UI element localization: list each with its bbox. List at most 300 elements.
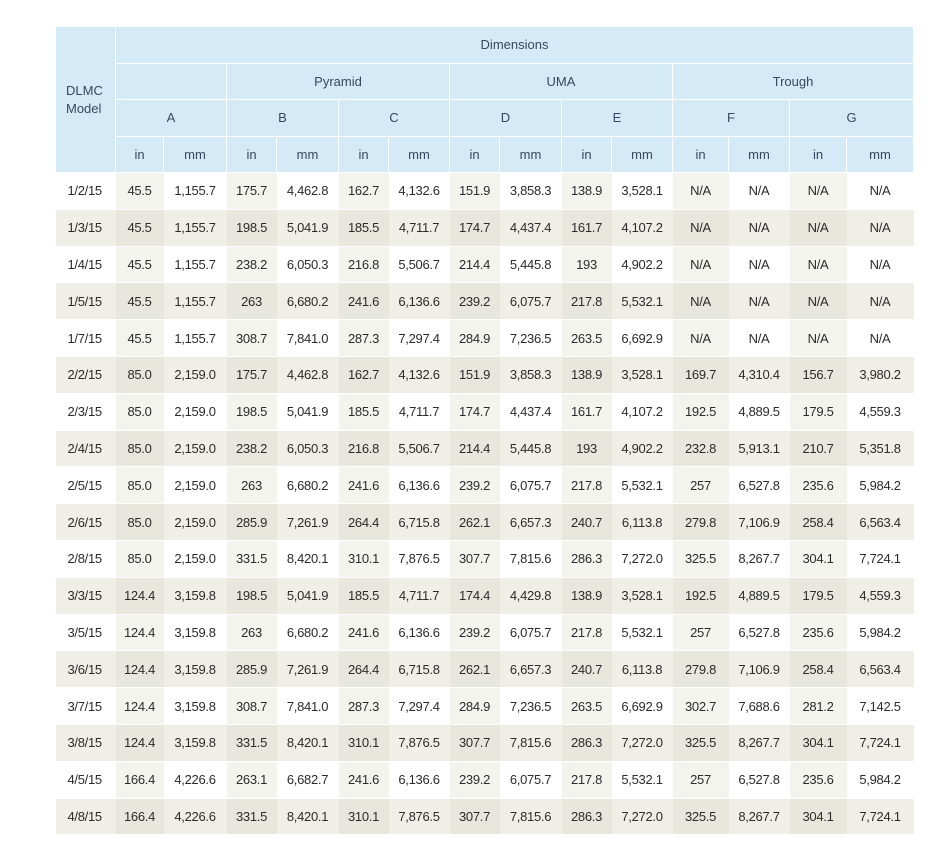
value-cell-mm: 5,445.8 bbox=[500, 430, 562, 467]
value-cell-mm: 5,445.8 bbox=[500, 246, 562, 283]
value-cell-mm: 7,261.9 bbox=[277, 504, 339, 541]
value-cell-in: 325.5 bbox=[673, 540, 729, 577]
value-cell-mm: 7,876.5 bbox=[389, 798, 450, 835]
value-cell-mm: 6,113.8 bbox=[612, 651, 673, 688]
letter-header-b: B bbox=[227, 100, 339, 137]
value-cell-in: 85.0 bbox=[116, 540, 164, 577]
value-cell-in: 156.7 bbox=[790, 356, 847, 393]
value-cell-mm: 7,142.5 bbox=[847, 688, 914, 725]
value-cell-mm: 3,858.3 bbox=[500, 173, 562, 210]
value-cell-mm: 6,136.6 bbox=[389, 283, 450, 320]
value-cell-in: 193 bbox=[562, 246, 612, 283]
value-cell-in: 287.3 bbox=[339, 320, 389, 357]
model-cell: 4/8/15 bbox=[56, 798, 116, 835]
value-cell-mm: 7,261.9 bbox=[277, 651, 339, 688]
table-row bbox=[56, 356, 914, 393]
value-cell-in: 232.8 bbox=[673, 430, 729, 467]
letter-header-c: C bbox=[339, 100, 450, 137]
value-cell-in: N/A bbox=[790, 320, 847, 357]
value-cell-in: 175.7 bbox=[227, 173, 277, 210]
value-cell-mm: 7,236.5 bbox=[500, 688, 562, 725]
table-row bbox=[56, 393, 914, 430]
value-cell-mm: 6,680.2 bbox=[277, 283, 339, 320]
unit-header-row bbox=[56, 136, 914, 173]
value-cell-mm: N/A bbox=[729, 283, 790, 320]
value-cell-mm: 7,688.6 bbox=[729, 688, 790, 725]
value-cell-in: 284.9 bbox=[450, 320, 500, 357]
value-cell-in: 241.6 bbox=[339, 761, 389, 798]
model-cell: 1/3/15 bbox=[56, 209, 116, 246]
value-cell-mm: 4,462.8 bbox=[277, 173, 339, 210]
value-cell-mm: N/A bbox=[847, 320, 914, 357]
value-cell-mm: 6,682.7 bbox=[277, 761, 339, 798]
value-cell-mm: 3,159.8 bbox=[164, 688, 227, 725]
value-cell-mm: 7,724.1 bbox=[847, 540, 914, 577]
value-cell-mm: 7,876.5 bbox=[389, 540, 450, 577]
value-cell-mm: 7,297.4 bbox=[389, 688, 450, 725]
unit-header-mm: mm bbox=[277, 136, 339, 173]
value-cell-in: 217.8 bbox=[562, 614, 612, 651]
value-cell-mm: 8,420.1 bbox=[277, 540, 339, 577]
value-cell-mm: 7,815.6 bbox=[500, 540, 562, 577]
value-cell-in: 161.7 bbox=[562, 393, 612, 430]
value-cell-in: 217.8 bbox=[562, 467, 612, 504]
value-cell-in: 85.0 bbox=[116, 504, 164, 541]
value-cell-mm: N/A bbox=[729, 246, 790, 283]
value-cell-in: 238.2 bbox=[227, 430, 277, 467]
value-cell-in: 258.4 bbox=[790, 504, 847, 541]
value-cell-mm: 6,527.8 bbox=[729, 467, 790, 504]
value-cell-in: 238.2 bbox=[227, 246, 277, 283]
model-cell: 2/5/15 bbox=[56, 467, 116, 504]
value-cell-mm: 5,041.9 bbox=[277, 577, 339, 614]
value-cell-mm: 2,159.0 bbox=[164, 393, 227, 430]
value-cell-mm: 6,692.9 bbox=[612, 320, 673, 357]
unit-header-mm: mm bbox=[389, 136, 450, 173]
value-cell-in: 307.7 bbox=[450, 540, 500, 577]
value-cell-in: 216.8 bbox=[339, 246, 389, 283]
value-cell-in: 151.9 bbox=[450, 173, 500, 210]
value-cell-in: 85.0 bbox=[116, 430, 164, 467]
value-cell-in: 263 bbox=[227, 283, 277, 320]
model-cell: 2/2/15 bbox=[56, 356, 116, 393]
value-cell-in: 166.4 bbox=[116, 761, 164, 798]
group-header-empty bbox=[116, 63, 227, 100]
value-cell-mm: 3,159.8 bbox=[164, 724, 227, 761]
value-cell-mm: 7,272.0 bbox=[612, 724, 673, 761]
value-cell-mm: N/A bbox=[729, 173, 790, 210]
value-cell-in: 240.7 bbox=[562, 651, 612, 688]
value-cell-mm: 4,437.4 bbox=[500, 393, 562, 430]
value-cell-mm: 6,715.8 bbox=[389, 504, 450, 541]
value-cell-in: 185.5 bbox=[339, 577, 389, 614]
table-row bbox=[56, 467, 914, 504]
value-cell-mm: 8,267.7 bbox=[729, 798, 790, 835]
value-cell-mm: 5,984.2 bbox=[847, 467, 914, 504]
value-cell-mm: 4,226.6 bbox=[164, 798, 227, 835]
value-cell-mm: 2,159.0 bbox=[164, 430, 227, 467]
value-cell-in: 138.9 bbox=[562, 173, 612, 210]
value-cell-mm: 8,420.1 bbox=[277, 724, 339, 761]
letter-header-g: G bbox=[790, 100, 914, 137]
value-cell-in: 286.3 bbox=[562, 798, 612, 835]
model-header-line2: Model bbox=[66, 100, 102, 116]
value-cell-in: 304.1 bbox=[790, 540, 847, 577]
value-cell-in: 138.9 bbox=[562, 356, 612, 393]
value-cell-mm: 4,107.2 bbox=[612, 209, 673, 246]
value-cell-in: 235.6 bbox=[790, 467, 847, 504]
value-cell-mm: 7,236.5 bbox=[500, 320, 562, 357]
table-row bbox=[56, 577, 914, 614]
value-cell-in: 325.5 bbox=[673, 724, 729, 761]
value-cell-mm: 8,420.1 bbox=[277, 798, 339, 835]
value-cell-mm: 3,159.8 bbox=[164, 651, 227, 688]
value-cell-mm: 1,155.7 bbox=[164, 320, 227, 357]
value-cell-mm: 4,437.4 bbox=[500, 209, 562, 246]
model-header-line1: DLMC bbox=[66, 82, 103, 98]
value-cell-in: 151.9 bbox=[450, 356, 500, 393]
value-cell-mm: 6,050.3 bbox=[277, 246, 339, 283]
value-cell-mm: 7,841.0 bbox=[277, 320, 339, 357]
value-cell-mm: 5,532.1 bbox=[612, 761, 673, 798]
value-cell-mm: 5,351.8 bbox=[847, 430, 914, 467]
value-cell-in: N/A bbox=[673, 320, 729, 357]
unit-header-in: in bbox=[339, 136, 389, 173]
value-cell-in: 239.2 bbox=[450, 283, 500, 320]
value-cell-mm: 3,980.2 bbox=[847, 356, 914, 393]
table-row bbox=[56, 614, 914, 651]
value-cell-in: 174.7 bbox=[450, 209, 500, 246]
value-cell-mm: 6,075.7 bbox=[500, 467, 562, 504]
value-cell-in: 198.5 bbox=[227, 577, 277, 614]
value-cell-mm: 6,113.8 bbox=[612, 504, 673, 541]
value-cell-mm: 7,106.9 bbox=[729, 504, 790, 541]
value-cell-in: 331.5 bbox=[227, 540, 277, 577]
model-cell: 3/3/15 bbox=[56, 577, 116, 614]
value-cell-mm: 4,902.2 bbox=[612, 246, 673, 283]
value-cell-mm: 6,563.4 bbox=[847, 504, 914, 541]
value-cell-in: 179.5 bbox=[790, 577, 847, 614]
value-cell-mm: 7,297.4 bbox=[389, 320, 450, 357]
value-cell-in: 325.5 bbox=[673, 798, 729, 835]
value-cell-in: 235.6 bbox=[790, 614, 847, 651]
model-cell: 2/8/15 bbox=[56, 540, 116, 577]
value-cell-mm: 1,155.7 bbox=[164, 173, 227, 210]
value-cell-in: 284.9 bbox=[450, 688, 500, 725]
value-cell-mm: 6,050.3 bbox=[277, 430, 339, 467]
unit-header-in: in bbox=[673, 136, 729, 173]
value-cell-in: 257 bbox=[673, 467, 729, 504]
letter-header-a: A bbox=[116, 100, 227, 137]
value-cell-in: 279.8 bbox=[673, 651, 729, 688]
unit-header-mm: mm bbox=[847, 136, 914, 173]
unit-header-in: in bbox=[790, 136, 847, 173]
value-cell-mm: 7,106.9 bbox=[729, 651, 790, 688]
value-cell-in: 239.2 bbox=[450, 614, 500, 651]
value-cell-mm: N/A bbox=[729, 209, 790, 246]
value-cell-in: 45.5 bbox=[116, 173, 164, 210]
value-cell-mm: 4,711.7 bbox=[389, 577, 450, 614]
value-cell-mm: 5,506.7 bbox=[389, 430, 450, 467]
value-cell-in: 45.5 bbox=[116, 283, 164, 320]
value-cell-mm: 4,310.4 bbox=[729, 356, 790, 393]
value-cell-in: N/A bbox=[673, 173, 729, 210]
value-cell-in: 217.8 bbox=[562, 761, 612, 798]
model-cell: 3/7/15 bbox=[56, 688, 116, 725]
dimensions-table bbox=[55, 26, 914, 835]
table-row bbox=[56, 540, 914, 577]
value-cell-mm: 8,267.7 bbox=[729, 724, 790, 761]
value-cell-in: 257 bbox=[673, 614, 729, 651]
value-cell-in: 241.6 bbox=[339, 467, 389, 504]
value-cell-mm: 4,462.8 bbox=[277, 356, 339, 393]
table-row bbox=[56, 651, 914, 688]
model-cell: 3/6/15 bbox=[56, 651, 116, 688]
table-row bbox=[56, 209, 914, 246]
value-cell-mm: 5,532.1 bbox=[612, 467, 673, 504]
group-header-uma: UMA bbox=[450, 63, 673, 100]
value-cell-in: 124.4 bbox=[116, 724, 164, 761]
value-cell-mm: 2,159.0 bbox=[164, 467, 227, 504]
value-cell-mm: 3,858.3 bbox=[500, 356, 562, 393]
value-cell-in: 193 bbox=[562, 430, 612, 467]
table-row bbox=[56, 283, 914, 320]
value-cell-in: 286.3 bbox=[562, 540, 612, 577]
value-cell-in: 257 bbox=[673, 761, 729, 798]
table-body bbox=[56, 173, 914, 835]
value-cell-in: 175.7 bbox=[227, 356, 277, 393]
model-cell: 3/5/15 bbox=[56, 614, 116, 651]
value-cell-mm: 6,136.6 bbox=[389, 761, 450, 798]
value-cell-mm: 2,159.0 bbox=[164, 356, 227, 393]
value-cell-in: 179.5 bbox=[790, 393, 847, 430]
value-cell-mm: 5,041.9 bbox=[277, 393, 339, 430]
value-cell-in: 45.5 bbox=[116, 320, 164, 357]
value-cell-mm: 4,132.6 bbox=[389, 173, 450, 210]
value-cell-in: 263.5 bbox=[562, 688, 612, 725]
value-cell-mm: 4,107.2 bbox=[612, 393, 673, 430]
value-cell-mm: 4,429.8 bbox=[500, 577, 562, 614]
value-cell-mm: 6,075.7 bbox=[500, 283, 562, 320]
value-cell-mm: N/A bbox=[847, 209, 914, 246]
value-cell-in: 174.4 bbox=[450, 577, 500, 614]
value-cell-in: 192.5 bbox=[673, 577, 729, 614]
value-cell-in: N/A bbox=[673, 246, 729, 283]
value-cell-in: 124.4 bbox=[116, 614, 164, 651]
value-cell-mm: 7,876.5 bbox=[389, 724, 450, 761]
value-cell-in: 85.0 bbox=[116, 467, 164, 504]
value-cell-mm: 3,528.1 bbox=[612, 356, 673, 393]
value-cell-mm: 5,506.7 bbox=[389, 246, 450, 283]
unit-header-in: in bbox=[450, 136, 500, 173]
group-header-pyramid: Pyramid bbox=[227, 63, 450, 100]
value-cell-in: 185.5 bbox=[339, 393, 389, 430]
model-cell: 1/5/15 bbox=[56, 283, 116, 320]
value-cell-mm: N/A bbox=[847, 283, 914, 320]
table-row bbox=[56, 246, 914, 283]
table-row bbox=[56, 761, 914, 798]
value-cell-mm: 1,155.7 bbox=[164, 246, 227, 283]
value-cell-in: 263 bbox=[227, 614, 277, 651]
value-cell-in: 166.4 bbox=[116, 798, 164, 835]
value-cell-in: 302.7 bbox=[673, 688, 729, 725]
value-cell-in: 258.4 bbox=[790, 651, 847, 688]
value-cell-in: 285.9 bbox=[227, 651, 277, 688]
value-cell-mm: 1,155.7 bbox=[164, 283, 227, 320]
model-cell: 1/7/15 bbox=[56, 320, 116, 357]
value-cell-in: 307.7 bbox=[450, 798, 500, 835]
value-cell-in: 198.5 bbox=[227, 209, 277, 246]
value-cell-mm: N/A bbox=[847, 173, 914, 210]
table-row bbox=[56, 430, 914, 467]
value-cell-mm: 7,724.1 bbox=[847, 798, 914, 835]
value-cell-in: 235.6 bbox=[790, 761, 847, 798]
value-cell-mm: 7,724.1 bbox=[847, 724, 914, 761]
value-cell-mm: 6,075.7 bbox=[500, 761, 562, 798]
value-cell-in: 217.8 bbox=[562, 283, 612, 320]
table-row bbox=[56, 504, 914, 541]
value-cell-in: 310.1 bbox=[339, 798, 389, 835]
value-cell-mm: 4,559.3 bbox=[847, 393, 914, 430]
model-cell: 2/4/15 bbox=[56, 430, 116, 467]
unit-header-mm: mm bbox=[729, 136, 790, 173]
value-cell-mm: 3,159.8 bbox=[164, 614, 227, 651]
value-cell-in: 45.5 bbox=[116, 246, 164, 283]
value-cell-mm: 6,680.2 bbox=[277, 614, 339, 651]
value-cell-mm: 1,155.7 bbox=[164, 209, 227, 246]
value-cell-in: 239.2 bbox=[450, 761, 500, 798]
value-cell-in: N/A bbox=[673, 283, 729, 320]
value-cell-mm: 4,902.2 bbox=[612, 430, 673, 467]
value-cell-in: 331.5 bbox=[227, 798, 277, 835]
value-cell-mm: 6,136.6 bbox=[389, 467, 450, 504]
model-column-header bbox=[56, 27, 116, 173]
value-cell-in: 304.1 bbox=[790, 724, 847, 761]
value-cell-in: N/A bbox=[790, 173, 847, 210]
value-cell-mm: 4,889.5 bbox=[729, 577, 790, 614]
value-cell-in: 308.7 bbox=[227, 320, 277, 357]
value-cell-in: 185.5 bbox=[339, 209, 389, 246]
value-cell-mm: 3,159.8 bbox=[164, 577, 227, 614]
model-cell: 2/3/15 bbox=[56, 393, 116, 430]
value-cell-in: N/A bbox=[673, 209, 729, 246]
value-cell-in: 241.6 bbox=[339, 283, 389, 320]
value-cell-in: 45.5 bbox=[116, 209, 164, 246]
value-cell-mm: 5,984.2 bbox=[847, 614, 914, 651]
unit-header-mm: mm bbox=[612, 136, 673, 173]
model-cell: 2/6/15 bbox=[56, 504, 116, 541]
value-cell-mm: 6,527.8 bbox=[729, 614, 790, 651]
value-cell-in: 124.4 bbox=[116, 577, 164, 614]
value-cell-in: 214.4 bbox=[450, 430, 500, 467]
value-cell-in: 285.9 bbox=[227, 504, 277, 541]
value-cell-in: 287.3 bbox=[339, 688, 389, 725]
value-cell-mm: 7,272.0 bbox=[612, 798, 673, 835]
value-cell-mm: 7,815.6 bbox=[500, 724, 562, 761]
value-cell-mm: 8,267.7 bbox=[729, 540, 790, 577]
value-cell-in: 308.7 bbox=[227, 688, 277, 725]
table-row bbox=[56, 724, 914, 761]
value-cell-in: 286.3 bbox=[562, 724, 612, 761]
value-cell-in: 174.7 bbox=[450, 393, 500, 430]
value-cell-mm: 7,815.6 bbox=[500, 798, 562, 835]
value-cell-in: 304.1 bbox=[790, 798, 847, 835]
value-cell-in: 85.0 bbox=[116, 393, 164, 430]
value-cell-in: 239.2 bbox=[450, 467, 500, 504]
value-cell-in: 307.7 bbox=[450, 724, 500, 761]
value-cell-in: 216.8 bbox=[339, 430, 389, 467]
letter-header-e: E bbox=[562, 100, 673, 137]
unit-header-mm: mm bbox=[164, 136, 227, 173]
value-cell-mm: 4,226.6 bbox=[164, 761, 227, 798]
value-cell-mm: 5,913.1 bbox=[729, 430, 790, 467]
value-cell-in: 138.9 bbox=[562, 577, 612, 614]
value-cell-mm: 6,657.3 bbox=[500, 651, 562, 688]
value-cell-in: 192.5 bbox=[673, 393, 729, 430]
value-cell-in: N/A bbox=[790, 283, 847, 320]
value-cell-in: 279.8 bbox=[673, 504, 729, 541]
value-cell-in: 162.7 bbox=[339, 173, 389, 210]
value-cell-mm: 4,132.6 bbox=[389, 356, 450, 393]
value-cell-in: 169.7 bbox=[673, 356, 729, 393]
model-cell: 3/8/15 bbox=[56, 724, 116, 761]
value-cell-in: 241.6 bbox=[339, 614, 389, 651]
value-cell-in: 85.0 bbox=[116, 356, 164, 393]
value-cell-mm: 3,528.1 bbox=[612, 577, 673, 614]
value-cell-in: 210.7 bbox=[790, 430, 847, 467]
dimensions-header: Dimensions bbox=[116, 27, 914, 64]
value-cell-in: N/A bbox=[790, 209, 847, 246]
value-cell-in: 124.4 bbox=[116, 688, 164, 725]
value-cell-in: 264.4 bbox=[339, 504, 389, 541]
letter-header-f: F bbox=[673, 100, 790, 137]
value-cell-in: 162.7 bbox=[339, 356, 389, 393]
value-cell-mm: 7,272.0 bbox=[612, 540, 673, 577]
value-cell-mm: 6,527.8 bbox=[729, 761, 790, 798]
value-cell-mm: 4,889.5 bbox=[729, 393, 790, 430]
value-cell-in: 262.1 bbox=[450, 504, 500, 541]
value-cell-mm: 3,528.1 bbox=[612, 173, 673, 210]
value-cell-mm: 4,711.7 bbox=[389, 393, 450, 430]
table-header bbox=[56, 27, 914, 173]
value-cell-in: 124.4 bbox=[116, 651, 164, 688]
value-cell-in: 263 bbox=[227, 467, 277, 504]
value-cell-mm: 6,563.4 bbox=[847, 651, 914, 688]
value-cell-in: 281.2 bbox=[790, 688, 847, 725]
value-cell-mm: 5,532.1 bbox=[612, 614, 673, 651]
value-cell-in: 310.1 bbox=[339, 724, 389, 761]
value-cell-in: 214.4 bbox=[450, 246, 500, 283]
table-row bbox=[56, 798, 914, 835]
value-cell-in: 263.5 bbox=[562, 320, 612, 357]
value-cell-in: 263.1 bbox=[227, 761, 277, 798]
value-cell-mm: 4,711.7 bbox=[389, 209, 450, 246]
value-cell-mm: 4,559.3 bbox=[847, 577, 914, 614]
value-cell-mm: N/A bbox=[729, 320, 790, 357]
unit-header-mm: mm bbox=[500, 136, 562, 173]
value-cell-in: 331.5 bbox=[227, 724, 277, 761]
value-cell-mm: 5,984.2 bbox=[847, 761, 914, 798]
value-cell-mm: 6,075.7 bbox=[500, 614, 562, 651]
value-cell-in: 264.4 bbox=[339, 651, 389, 688]
value-cell-mm: 2,159.0 bbox=[164, 540, 227, 577]
model-cell: 4/5/15 bbox=[56, 761, 116, 798]
value-cell-mm: 2,159.0 bbox=[164, 504, 227, 541]
unit-header-in: in bbox=[116, 136, 164, 173]
value-cell-mm: N/A bbox=[847, 246, 914, 283]
table-row bbox=[56, 173, 914, 210]
value-cell-mm: 7,841.0 bbox=[277, 688, 339, 725]
